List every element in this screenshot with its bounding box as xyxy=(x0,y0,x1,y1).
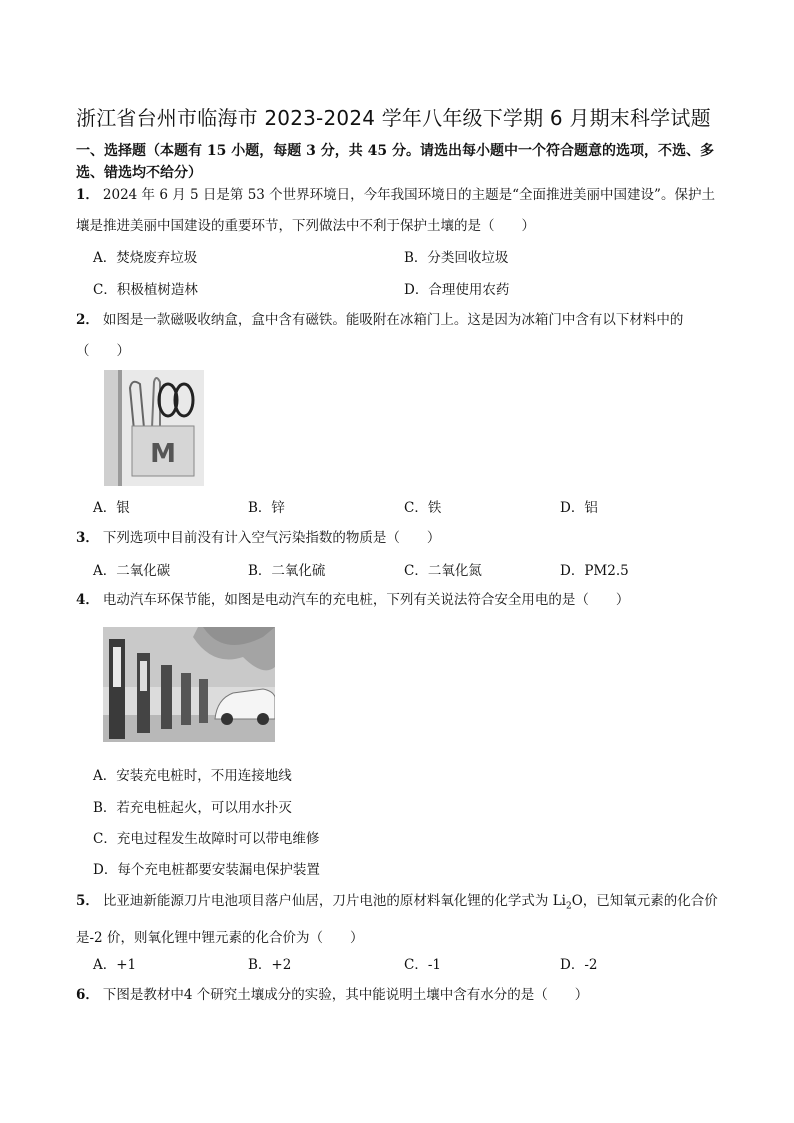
charging-station-photo xyxy=(103,627,275,742)
option-a[interactable]: A．二氧化碳 xyxy=(93,563,171,579)
option-a[interactable]: A．焚烧废弃垃圾 xyxy=(93,250,198,266)
question-4 xyxy=(76,585,726,616)
option-b[interactable]: B．分类回收垃圾 xyxy=(404,250,509,266)
question-number: 5． xyxy=(76,893,99,909)
option-d[interactable]: D．铝 xyxy=(560,500,598,516)
option-d[interactable]: D．合理使用农药 xyxy=(404,282,510,298)
question-text-cont: O，已知氧元素的化合价是-2 价，则氧化锂中锂元素的化合价为（ ） xyxy=(76,893,718,946)
option-c[interactable]: C．-1 xyxy=(404,957,441,973)
option-b[interactable]: B．二氧化硫 xyxy=(248,563,326,579)
question-text: 下列选项中目前没有计入空气污染指数的物质是（ ） xyxy=(102,530,441,546)
question-text: 下图是教材中4 个研究土壤成分的实验，其中能说明土壤中含有水分的是（ ） xyxy=(102,987,589,1003)
charging-station-image xyxy=(103,627,275,742)
question-number: 2． xyxy=(76,312,99,328)
option-d[interactable]: D．-2 xyxy=(560,957,598,973)
question-3 xyxy=(76,523,726,554)
page-title: 浙江省台州市临海市 2023-2024 学年八年级下学期 6 月期末科学试题 xyxy=(76,106,711,130)
question-text: 2024 年 6 月 5 日是第 53 个世界环境日，今年我国环境日的主题是“全面推进美丽中国建设”。保护土壤是推进美丽中国建设的重要环节，下列做法中不利于保护土壤的是（ ） xyxy=(76,187,715,234)
option-d[interactable]: D．每个充电桩都要安装漏电保护装置 xyxy=(93,862,320,878)
question-2 xyxy=(76,305,726,367)
magnetic-box-image xyxy=(104,370,204,486)
option-c[interactable]: C．二氧化氮 xyxy=(404,563,482,579)
question-text: 如图是一款磁吸收纳盒，盒中含有磁铁。能吸附在冰箱门上。这是因为冰箱门中含有以下材料中的（ ） xyxy=(76,312,684,359)
option-b[interactable]: B．锌 xyxy=(248,500,285,516)
option-a[interactable]: A．银 xyxy=(93,500,130,516)
question-text: 电动汽车环保节能，如图是电动汽车的充电桩，下列有关说法符合安全用电的是（ ） xyxy=(102,592,630,608)
question-number: 6． xyxy=(76,987,99,1003)
question-text: 比亚迪新能源刀片电池项目落户仙居，刀片电池的原材料氧化锂的化学式为 Li xyxy=(102,893,566,909)
option-a[interactable]: A．安装充电桩时，不用连接地线 xyxy=(93,768,292,784)
option-b[interactable]: B．若充电桩起火，可以用水扑灭 xyxy=(93,800,292,816)
option-c[interactable]: C．充电过程发生故障时可以带电维修 xyxy=(93,831,320,847)
question-5 xyxy=(76,886,726,954)
formula-subscript: 2 xyxy=(565,901,572,912)
option-c[interactable]: C．铁 xyxy=(404,500,442,516)
option-a[interactable]: A．+1 xyxy=(93,957,137,973)
question-number: 1． xyxy=(76,187,99,203)
magnetic-box-photo xyxy=(104,370,204,486)
option-c[interactable]: C．积极植树造林 xyxy=(93,282,198,298)
section-heading: 一、选择题（本题有 15 小题，每题 3 分，共 45 分。请选出每小题中一个符合题意的选项，不选、多选、错选均不给分） xyxy=(76,143,714,181)
box-logo: M xyxy=(150,439,176,469)
option-d[interactable]: D．PM2.5 xyxy=(560,563,629,579)
option-b[interactable]: B．+2 xyxy=(248,957,292,973)
question-1 xyxy=(76,180,726,242)
question-number: 3． xyxy=(76,530,99,546)
question-number: 4． xyxy=(76,592,99,608)
question-6 xyxy=(76,980,726,1011)
